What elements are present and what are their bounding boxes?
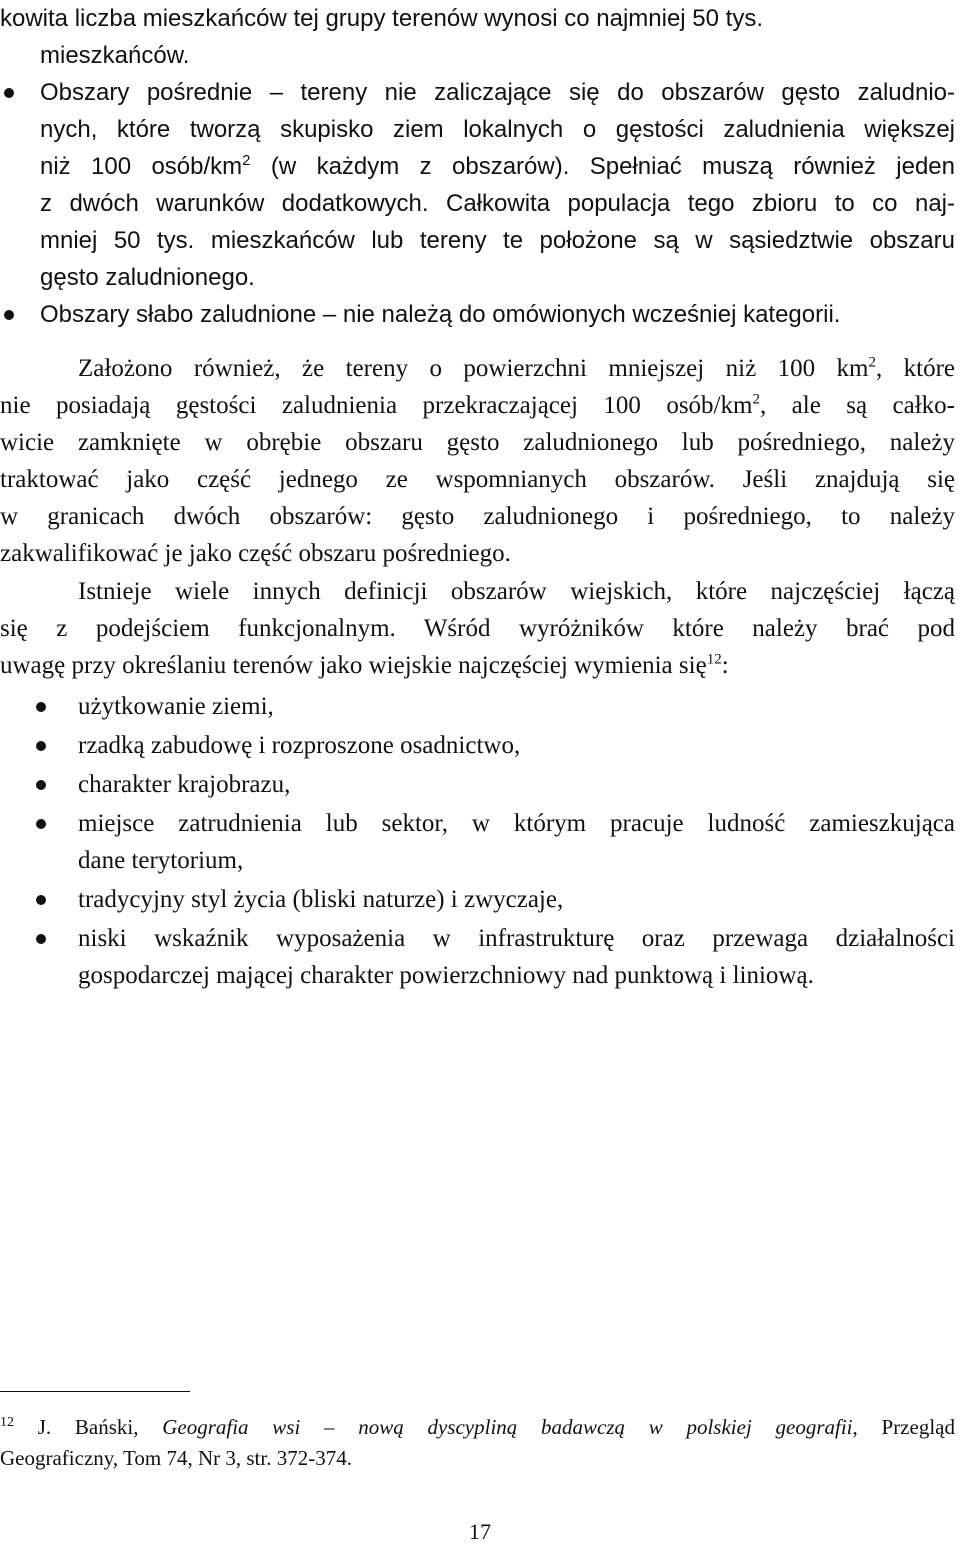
text-span: , ale są całko- xyxy=(759,392,955,419)
text-span: nie posiadają gęstości zaludnienia przekraczającej 100 osób/km xyxy=(0,392,753,419)
text-line: charakter krajobrazu, xyxy=(78,771,291,798)
text-line xyxy=(0,148,955,185)
text-line: użytkowanie ziemi, xyxy=(78,693,274,720)
list-item xyxy=(0,74,955,296)
bullet-icon xyxy=(4,88,14,98)
bullet-icon xyxy=(36,780,46,790)
text-line: traktować jako część jednego ze wspomnianych obszarów. Jeśli znajdują się xyxy=(0,466,955,493)
footnote-ref: 12 xyxy=(706,651,722,668)
text-line: wicie zamknięte w obrębie obszaru gęsto zaludnionego lub pośredniego, należy xyxy=(0,429,955,456)
text-line: mieszkańców. xyxy=(40,42,190,69)
list-item xyxy=(0,881,955,918)
text-line: miejsce zatrudnienia lub sektor, w którym pracuje ludność zamieszkująca xyxy=(78,810,955,837)
footnote-line: Geograficzny, Tom 74, Nr 3, str. 372-374. xyxy=(0,1446,352,1470)
paragraph xyxy=(0,350,955,572)
footnote-text: , Przegląd xyxy=(852,1415,955,1439)
bullet-icon xyxy=(36,702,46,712)
text-line: Obszary słabo zaludnione – nie należą do omówionych wcześniej kategorii. xyxy=(40,301,841,328)
text-line: Obszary pośrednie – tereny nie zaliczające się do obszarów gęsto zaludnio- xyxy=(40,79,955,106)
superscript: 2 xyxy=(242,152,251,169)
footnote-author: J. Bański, xyxy=(14,1415,163,1439)
text-span: uwagę przy określaniu terenów jako wiejskie najczęściej wymienia się xyxy=(0,652,707,679)
bullet-icon xyxy=(36,895,46,905)
list-item xyxy=(0,805,955,879)
text-line: z dwóch warunków dodatkowych. Całkowita populacja tego zbioru to co naj- xyxy=(40,190,955,217)
text-span: (w każdym z obszarów). Spełniać muszą również jeden xyxy=(250,153,955,180)
text-span: Założono również, że tereny o powierzchni mniejszej niż 100 km xyxy=(78,355,869,382)
bullet-icon xyxy=(4,310,14,320)
text-line: rzadką zabudowę i rozproszone osadnictwo, xyxy=(78,732,521,759)
footnote-divider xyxy=(0,1391,190,1392)
bullet-icon xyxy=(36,741,46,751)
text-line: dane terytorium, xyxy=(78,847,244,874)
text-line: gospodarczej mającej charakter powierzchniowy nad punktową i liniową. xyxy=(78,962,814,989)
text-span: : xyxy=(721,652,729,679)
bullet-icon xyxy=(36,934,46,944)
text-line: się z podejściem funkcjonalnym. Wśród wyróżników które należy brać pod xyxy=(0,615,955,642)
list-item xyxy=(0,920,955,994)
text-line: mniej 50 tys. mieszkańców lub tereny te położone są w sąsiedztwie obszaru xyxy=(40,227,955,254)
footnote-number: 12 xyxy=(0,1415,14,1430)
text-line: gęsto zaludnionego. xyxy=(40,264,255,291)
text-line xyxy=(0,647,955,684)
list-item xyxy=(0,727,955,764)
text-line xyxy=(0,387,955,424)
features-list xyxy=(0,688,955,994)
paragraph xyxy=(0,573,955,684)
text-line: tradycyjny styl życia (bliski naturze) i zwyczaje, xyxy=(78,886,564,913)
text-span: niż 100 osób/km xyxy=(40,153,243,180)
list-item xyxy=(0,688,955,725)
page-number: 17 xyxy=(469,1519,491,1544)
footnote-line xyxy=(0,1412,955,1443)
superscript: 2 xyxy=(868,354,876,371)
definitions-list xyxy=(0,0,955,333)
text-line: zakwalifikować je jako część obszaru pośredniego. xyxy=(0,540,511,567)
text-line: Istnieje wiele innych definicji obszarów wiejskich, które najczęściej łączą xyxy=(78,578,955,605)
footnote-title: Geografia wsi – nową dyscypliną badawczą w polskiej geografii xyxy=(162,1415,853,1439)
list-item xyxy=(0,296,955,333)
text-line xyxy=(0,350,955,387)
text-line: kowita liczba mieszkańców tej grupy terenów wynosi co najmniej 50 tys. xyxy=(0,5,763,32)
text-line: nych, które tworzą skupisko ziem lokalnych o gęstości zaludnienia większej xyxy=(40,116,955,143)
bullet-icon xyxy=(36,819,46,829)
footnote xyxy=(0,1412,955,1474)
text-line: w granicach dwóch obszarów: gęsto zaludnionego i pośredniego, to należy xyxy=(0,503,955,530)
text-span: , które xyxy=(875,355,955,382)
superscript: 2 xyxy=(752,391,760,408)
list-item xyxy=(0,766,955,803)
text-line: niski wskaźnik wyposażenia w infrastrukturę oraz przewaga działalności xyxy=(78,925,955,952)
